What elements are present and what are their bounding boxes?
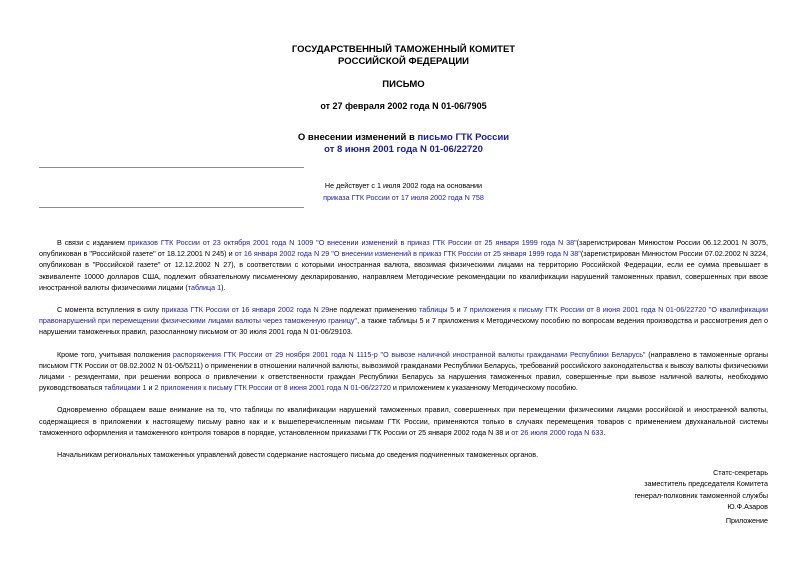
document-date-number: от 27 февраля 2002 года N 01-06/7905: [320, 101, 487, 111]
text-fragment: С момента вступления в силу: [57, 305, 162, 315]
link-tables-1[interactable]: таблицами 1: [104, 383, 147, 393]
notice-text: Не действует с 1 июля 2002 года на основании: [324, 181, 483, 190]
paragraph-5: [39, 449, 768, 460]
appendix-label: Приложение: [725, 516, 768, 525]
text-fragment: и приложением к указанному Методическому пособию.: [390, 383, 578, 393]
link-table-5[interactable]: таблицы 5: [419, 305, 455, 315]
paragraph-2: [39, 304, 768, 338]
link-order-29[interactable]: от 16 января 2002 года N 29 "О внесении изменений в приказ ГТК России от 25 января 1999 года N 38": [234, 249, 581, 259]
text-fragment: Одновременно обращаем ваше внимание на то, что таблицы по квалификации нарушений таможенных правил, совершенных при перемещении физическими лицами российской и иностранной валюты, содержащиеся в приложении к настоящему письму равно как и к вышеперечисленным письмам ГТК России, применяются только в случаях перемещения товаров с применением двухканальной системы таможенного оформления и таможенного контроля товаров в порядке, установленном приказами ГТК России от 25 января 2002 года N 38 и: [39, 405, 768, 437]
text-fragment: .: [603, 427, 606, 437]
validity-notice: [300, 180, 507, 204]
link-table-1[interactable]: таблица 1: [187, 282, 222, 292]
document-subject: [0, 132, 807, 156]
text-fragment: В связи с изданием: [57, 238, 128, 247]
signature-line-3: генерал-полковник таможенной службы: [634, 490, 768, 500]
text-fragment: не подлежат применению: [329, 305, 420, 315]
text-fragment: Кроме того, учитывая положения: [57, 349, 173, 359]
signature-block: [468, 467, 768, 512]
subject-link-letter[interactable]: письмо ГТК России: [417, 132, 510, 143]
text-fragment: ).: [221, 282, 226, 292]
divider-bottom: [39, 207, 304, 208]
signature-line-4: Ю.Ф.Азаров: [727, 501, 768, 511]
organization-title: [0, 44, 807, 68]
org-line-1: ГОСУДАРСТВЕННЫЙ ТАМОЖЕННЫЙ КОМИТЕТ: [291, 44, 516, 55]
text-fragment: Начальникам региональных таможенных управлений довести содержание настоящего письма до сведения подчиненных таможенных органов.: [57, 450, 539, 460]
divider-top: [39, 167, 304, 168]
text-fragment: (зарегистрирован Минюстом России 07.02.2002 N 3224, опубликован в "Российской газете" от 12.12.2002 N 27), в соответствии с которыми иностранная валюта, ввозимая физическими лицами на территорию Российской Федерации, если ее сумма превышает в эквиваленте 10000 долларов США, подлежит обязательному письменному декларированию, направляем Методические рекомендации по квалификации нарушений таможенных правил, совершенных при ввозе иностранной валюты физическими лицами (: [39, 249, 768, 292]
notice-link[interactable]: приказа ГТК России от 17 июля 2002 года N 758: [323, 193, 484, 202]
paragraph-1: [39, 237, 768, 293]
text-fragment: , а также таблицы 5 и 7 приложения к Методическому пособию по вопросам ведения производства и рассмотрения дел о нарушении таможенных правил, разосланному письмом от 30 июля 2001 года N 01-06/29103.: [39, 316, 768, 337]
document-type: ПИСЬМО: [382, 79, 425, 90]
text-fragment: и: [146, 383, 155, 393]
org-line-2: РОССИЙСКОЙ ФЕДЕРАЦИИ: [337, 56, 469, 67]
text-fragment: (направлено в таможенные органы письмом ГТК России от 08.02.2002 N 01-06/5211) о применении в отношении наличной валюты, вывозимой гражданами Республики Беларусь, требований российского законодательства к вывозу валюты физическими лицами - резидентами, при решении вопроса о привлечении к ответственности граждан Республики Беларусь за нарушения таможенных правил, совершенные при вывозе наличной валюты, необходимо руководствоваться: [39, 349, 768, 393]
link-orders[interactable]: приказов ГТК России от 23 октября 2001 года N 1009 "О внесении изменений в приказ ГТК России от 25 января 1999 года N 38": [127, 238, 577, 247]
subject-prefix: О внесении изменений в: [297, 132, 418, 143]
text-fragment: и: [454, 305, 464, 315]
signature-line-1: Статс-секретарь: [713, 468, 768, 477]
letter-body: [39, 237, 768, 471]
link-appendix-7[interactable]: 7 приложения к письму ГТК России от 8 июня 2001 года N 01-06/22720 "О квалификации правонарушений при перемещении физическими лицами валюты через таможенную границу": [39, 305, 768, 326]
link-order-633[interactable]: от 26 июля 2000 года N 633: [511, 427, 604, 437]
text-fragment: (зарегистрирован Минюстом России 06.12.2001 N 3075, опубликован в "Российской газете" от 18.12.2001 N 245) и: [39, 238, 768, 259]
subject-link-date[interactable]: от 8 июня 2001 года N 01-06/22720: [324, 144, 483, 155]
link-directive-1115[interactable]: распоряжения ГТК России от 29 ноября 2001 года N 1115-р "О вывозе наличной иностранной валюты гражданами Республики Беларусь": [172, 349, 646, 359]
paragraph-3: [39, 349, 768, 394]
link-order-29-b[interactable]: приказа ГТК России от 16 января 2002 года N 29: [161, 305, 330, 315]
link-appendix-2[interactable]: 2 приложения к письму ГТК России от 8 июня 2001 года N 01-06/22720: [154, 383, 391, 393]
paragraph-4: [39, 404, 768, 438]
signature-line-2: заместитель председателя Комитета: [644, 479, 768, 489]
